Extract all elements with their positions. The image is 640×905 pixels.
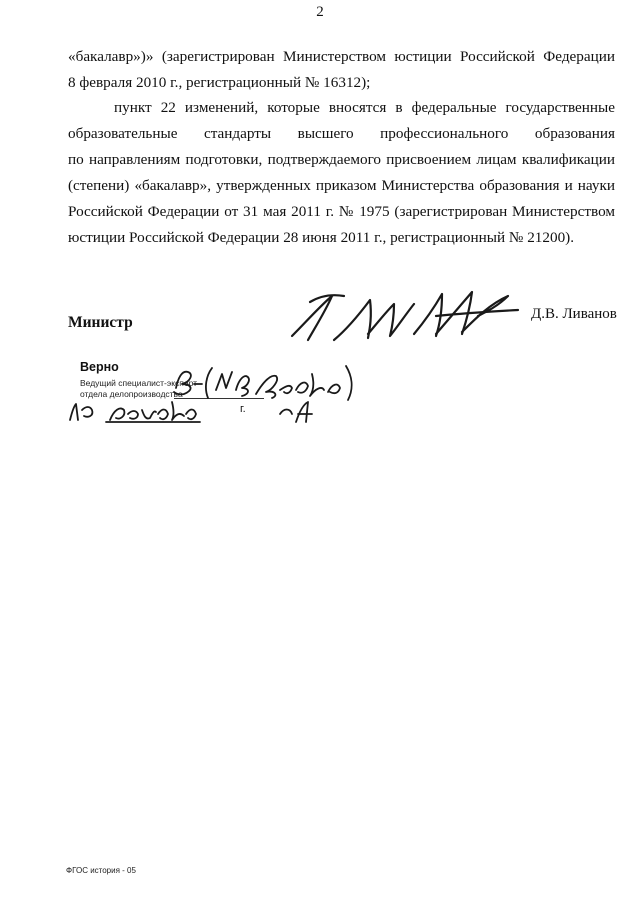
handwritten-certification-icon [66,360,366,430]
signatory-title: Министр [68,314,133,331]
certification-stamp [80,360,370,430]
paragraph-line: Российской Федерации от 31 мая 2011 г. № 1975 (зарегистрирован Министерством [68,203,615,220]
signatory-name: Д.В. Ливанов [531,306,617,322]
minister-signature-icon [286,286,526,346]
stamp-date-suffix: г. [240,403,246,415]
paragraph-line: (степени) «бакалавр», утвержденных приказом Министерства образования и науки [68,177,615,194]
page-number: 2 [316,4,324,20]
footer-label: ФГОС история - 05 [66,866,136,875]
paragraph-continuation [68,44,615,96]
paragraph-line: юстиции Российской Федерации 28 июня 2011 г., регистрационный № 21200). [68,229,575,246]
stamp-position: Ведущий специалист-эксперт [80,378,198,388]
paragraph-item-22 [68,95,615,251]
paragraph-line: по направлениям подготовки, подтверждаемого присвоением лицам квалификации [68,151,615,168]
paragraph-line: пункт 22 изменений, которые вносятся в федеральные государственные [114,99,615,116]
paragraph-line: образовательные стандарты высшего профессионального образования [68,125,615,142]
stamp-department: отдела делопроизводства [80,389,183,399]
stamp-heading: Верно [80,360,119,374]
paragraph-line: 8 февраля 2010 г., регистрационный № 16312); [68,74,371,91]
paragraph-line: «бакалавр»)» (зарегистрирован Министерством юстиции Российской Федерации [68,48,615,65]
